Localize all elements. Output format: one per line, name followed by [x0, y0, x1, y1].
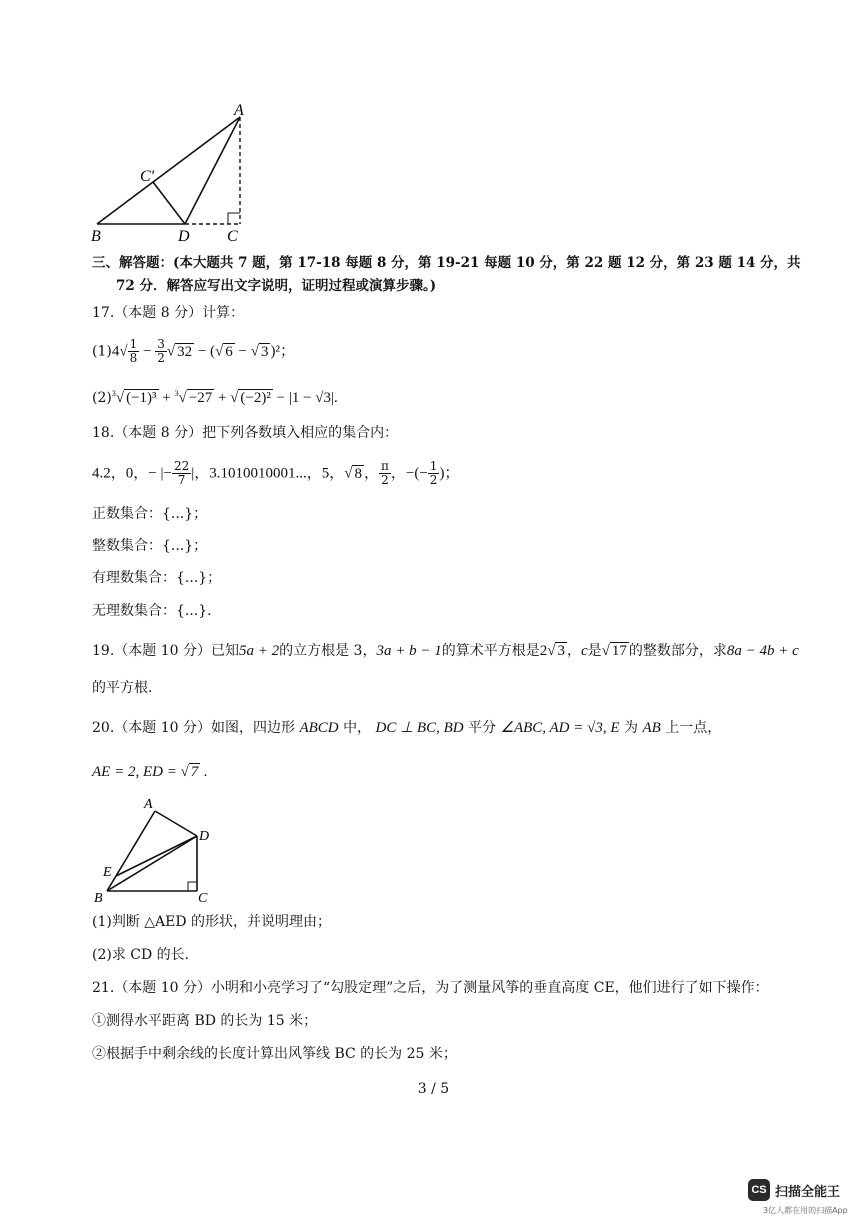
fig2-label-b: B [94, 891, 103, 906]
q19-text-b: 的立方根是 3， [279, 643, 377, 659]
q19-line2: 的平方根. [92, 680, 153, 696]
q19-line1: 19.（本题 10 分）已知5a + 2的立方根是 3，3a + b − 1的算术平方根是2√ 3 ，c是√ 17 的整数部分，求8a − 4b + c [92, 643, 799, 659]
q18-set-positive: 正数集合：{...}； [92, 506, 208, 522]
q17-part1: (1)4√ $\frac{1}{8}$ − $\frac{3}{2}$ √ 32 − (√ 6 − √ 3 )²； [92, 337, 295, 365]
q19-text-f: 的整数部分，求 [628, 643, 727, 659]
fig2-label-d: D [199, 829, 210, 844]
q17-part2-label: (2) [92, 390, 112, 406]
q18-set-integer: 整数集合：{...}； [92, 538, 208, 554]
q18-numbers: 4.2，0，− |− $\frac{22}{7}$ |，3.1010010001...，5，√ 8 ， $\frac{\pi}{2}$ ，−(− $\frac{1}{2}$ )； [92, 459, 460, 487]
camscanner-name: 扫描全能王 [775, 1185, 841, 1200]
label-c: C [227, 228, 238, 245]
q20-text-b: 平分 [468, 720, 497, 736]
camscanner-logo: CS [748, 1179, 770, 1201]
q20-line1: 20.（本题 10 分）如图，四边形 ABCD 中， DC ⊥ BC, BD 平分 ∠ABC, AD = √3, E 为 AB 上一点， [92, 720, 722, 736]
q18-set-rational: 有理数集合：{...}； [92, 570, 222, 586]
figure-quadrilateral-abcd [90, 793, 220, 908]
camscanner-tagline: 3亿人都在用的扫描App [763, 1206, 848, 1215]
q21-step1: ①测得水平距离 BD 的长为 15 米； [92, 1013, 318, 1029]
q20-part1: (1)判断 △AED 的形状，并说明理由； [92, 914, 332, 930]
label-c-prime: C′ [140, 168, 155, 185]
section-heading-cont: 72 分．解答应写出文字说明，证明过程或演算步骤。) [116, 278, 437, 294]
fig2-label-a: A [144, 797, 153, 812]
q20-text-d: 上一点， [665, 720, 722, 736]
fig2-label-c: C [198, 891, 208, 906]
q21-step2: ②根据手中剩余线的长度计算出风筝线 BC 的长为 25 米； [92, 1046, 457, 1062]
q20-text-c: 为 [623, 720, 638, 736]
q17-part1-label: (1) [92, 343, 112, 360]
page-number: 3 / 5 [417, 1081, 450, 1097]
q20-part2: (2)求 CD 的长. [92, 947, 190, 963]
q19-text-d: ， [566, 643, 581, 659]
section-heading: 三、解答题：(本大题共 7 题，第 17-18 每题 8 分，第 19-21 每题 10 分，第 22 题 12 分，第 23 题 14 分，共 [92, 255, 801, 271]
q17-title: 17.（本题 8 分）计算： [92, 305, 245, 321]
q18-title: 18.（本题 8 分）把下列各数填入相应的集合内： [92, 425, 399, 441]
q18-set-irrational: 无理数集合：{...}. [92, 603, 212, 619]
q19-text-c: 的算术平方根是 [441, 643, 540, 659]
figure-triangle-abc [85, 95, 260, 245]
label-b: B [91, 228, 101, 245]
label-d: D [178, 228, 190, 245]
q21-title: 21.（本题 10 分）小明和小亮学习了“勾股定理”之后，为了测量风筝的垂直高度 CE，他们进行了如下操作： [92, 980, 769, 996]
label-a: A [234, 102, 244, 119]
q20-text-a: 20.（本题 10 分）如图，四边形 [92, 720, 295, 736]
q17-part2: $(2)^3√$ (−1)³ + $^3$√ −27 + √ (−2)² − |1 − √3|. [92, 389, 338, 406]
q20-given: AE = 2, ED = √ 7 . [92, 764, 208, 780]
q19-text-a: 19.（本题 10 分）已知 [92, 643, 239, 659]
q19-text-e: 是 [587, 643, 602, 659]
fig2-label-e: E [103, 865, 112, 880]
q20-text-mid: 中， [343, 720, 372, 736]
